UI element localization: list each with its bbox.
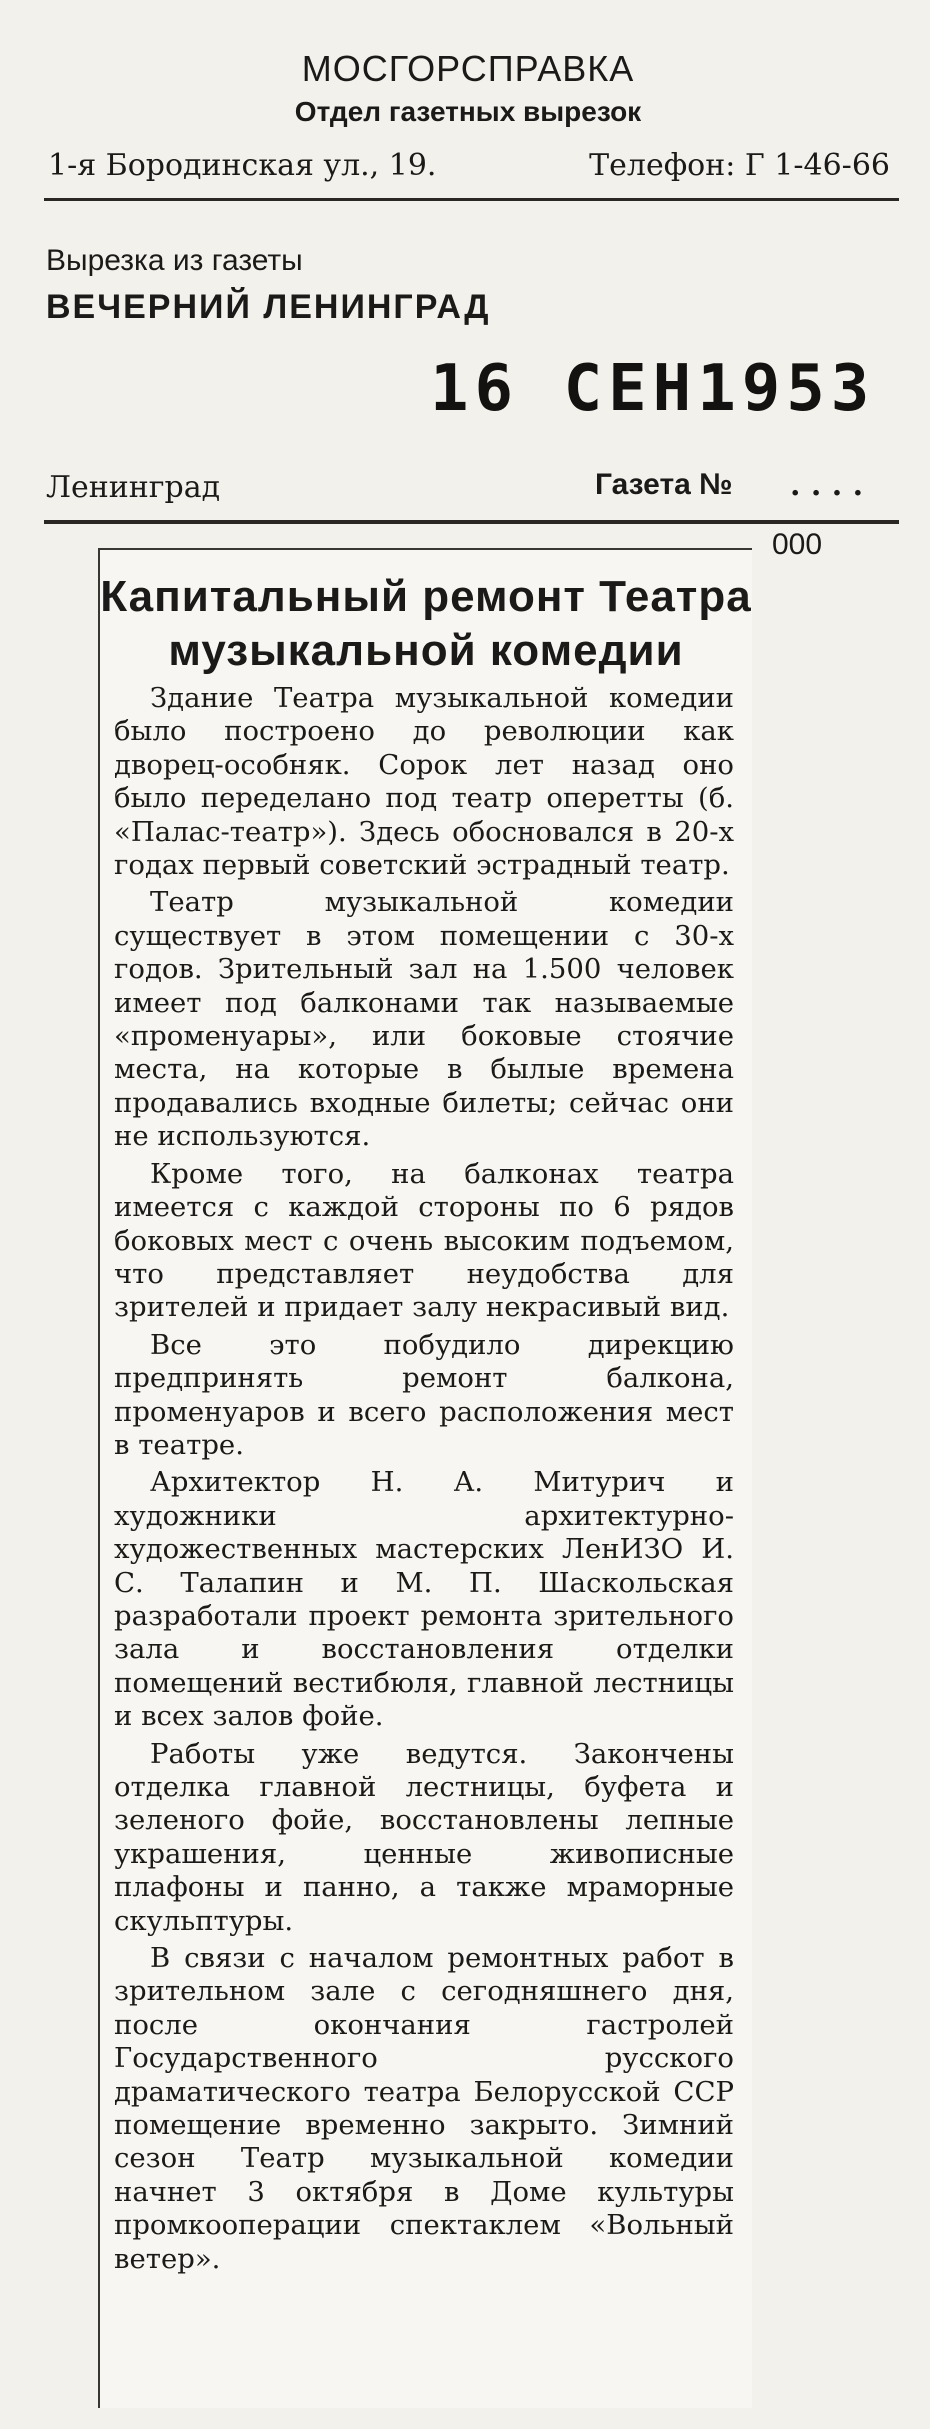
stamp-address: 1-я Бородинская ул., 19. bbox=[48, 148, 437, 183]
gazeta-number-label: Газета № bbox=[595, 468, 733, 501]
article-body bbox=[114, 682, 734, 2280]
header-rule-bottom bbox=[44, 520, 899, 524]
stamp-department: Отдел газетных вырезок bbox=[294, 96, 642, 127]
article-paragraph: Архитектор Н. А. Митурич и художники архитектурно-художественных мастерских ЛенИЗО И. С. Талапин и М. П. Шаскольская разработали проект ремонта зрительного зала и восстановления отделки помещений вестибюля, главной лестницы и всех залов фойе. bbox=[114, 1466, 734, 1733]
city-label: Ленинград bbox=[46, 470, 221, 505]
article-paragraph: Работы уже ведутся. Закончены отделка главной лестницы, буфета и зеленого фойе, восстановлены лепные украшения, ценные живописные плафоны и панно, а также мраморные скульптуры. bbox=[114, 1737, 734, 1937]
article-paragraph: Здание Театра музыкальной комедии было построено до революции как дворец-особняк. Сорок лет назад оно было переделано под театр оперетты (б. «Палас-театр»). Здесь обосновался в 20-х годах первый советский эстрадный театр. bbox=[114, 682, 734, 882]
article-headline-line2: музыкальной комедии bbox=[168, 626, 684, 675]
header-rule-top bbox=[44, 198, 899, 201]
gazeta-number-value: . . . . bbox=[790, 468, 864, 503]
stamp-phone: Телефон: Г 1-46-66 bbox=[589, 148, 890, 183]
article-paragraph: Все это побудило дирекцию предпринять ремонт балкона, променуаров и всего расположения мест в театре. bbox=[114, 1328, 734, 1461]
article-headline-line1: Капитальный ремонт Театра bbox=[100, 572, 752, 621]
newspaper-clipping bbox=[98, 548, 752, 2408]
clipping-source-label: Вырезка из газеты bbox=[46, 244, 303, 277]
article-paragraph: Театр музыкальной комедии существует в этом помещении с 30-х годов. Зрительный зал на 1.500 человек имеет под балконами так называемые «променуары», или боковые стоячие места, на которые в былые времена продавались входные билеты; сейчас они не используются. bbox=[114, 886, 734, 1153]
date-stamp: 16 СЕН1953 bbox=[430, 352, 876, 426]
stamp-organization: МОСГОРСПРАВКА bbox=[301, 48, 635, 89]
article-paragraph: В связи с началом ремонтных работ в зрительном зале с сегодняшнего дня, после окончания гастролей Государственного русского драматического театра Белорусской ССР помещение временно закрыто. Зимний сезон Театр музыкальной комедии начнет 3 октября в Доме культуры промкооперации спектаклем «Вольный ветер». bbox=[114, 1942, 734, 2275]
article-paragraph: Кроме того, на балконах театра имеется с каждой стороны по 6 рядов боковых мест с очень высоким подъемом, что представляет неудобства для зрителей и придает залу некрасивый вид. bbox=[114, 1157, 734, 1324]
newspaper-name: ВЕЧЕРНИЙ ЛЕНИНГРАД bbox=[46, 288, 491, 326]
circulation-number: 000 bbox=[772, 528, 823, 561]
